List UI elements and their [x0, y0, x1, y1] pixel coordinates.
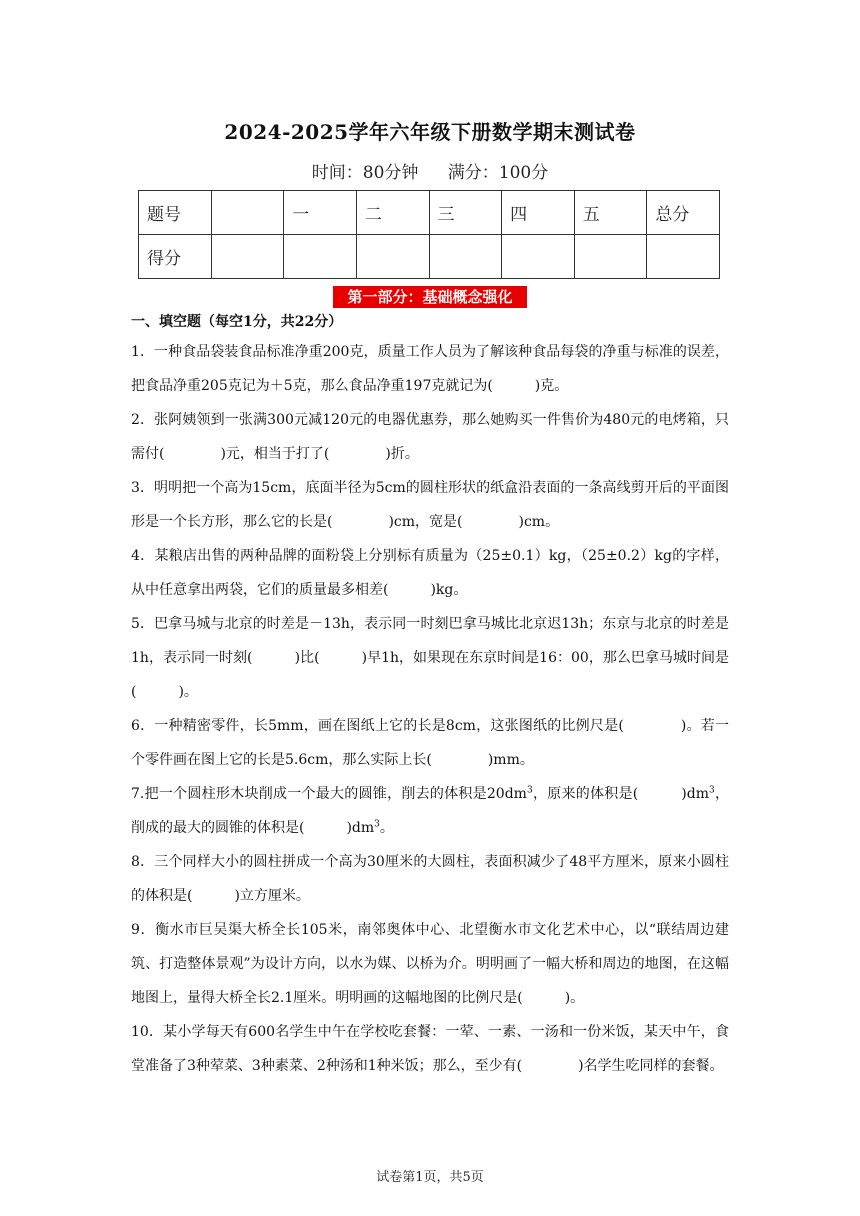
score-cell: 一	[284, 191, 357, 235]
question-5: 5．巴拿马城与北京的时差是－13h，表示同一时刻巴拿马城比北京迟13h；东京与北京的时差是1h，表示同一时刻( )比( )早1h，如果现在东京时间是16：00，那么巴拿马城时间是( )。	[131, 616, 729, 700]
score-cell: 总分	[647, 191, 720, 235]
score-cell: 四	[502, 191, 575, 235]
exam-title: 2024-2025学年六年级下册数学期末测试卷	[224, 120, 636, 144]
page-footer: 试卷第1页，共5页	[376, 1170, 484, 1185]
full-score: 满分：100分	[447, 163, 549, 183]
question-4: 4．某粮店出售的两种品牌的面粉袋上分别标有质量为（25±0.1）kg，（25±0.2）kg的字样，从中任意拿出两袋，它们的质量最多相差( )kg。	[131, 548, 729, 598]
cube-superscript: 3	[709, 785, 715, 796]
question-6: 6．一种精密零件，长5mm，画在图纸上它的长是8cm，这张图纸的比例尺是( )。若一个零件画在图上它的长是5.6cm，那么实际上长( )mm。	[131, 718, 729, 768]
score-cell: 三	[429, 191, 502, 235]
q7-part-d: 。	[379, 820, 394, 836]
question-list	[131, 335, 729, 1083]
score-cell: 五	[574, 191, 647, 235]
q7-part-b: ，原来的体积是( )dm	[532, 786, 709, 802]
score-cell	[211, 191, 284, 235]
section-heading: 一、填空题（每空1分，共22分）	[131, 314, 343, 330]
score-table-header-row	[139, 191, 720, 235]
score-cell	[284, 235, 357, 279]
score-cell	[356, 235, 429, 279]
question-9: 9．衡水市巨吴渠大桥全长105米，南邻奥体中心、北望衡水市文化艺术中心，以“联结周边建筑、打造整体景观”为设计方向，以水为媒、以桥为介。明明画了一幅大桥和周边的地图，在这幅地图上，量得大桥全长2.1厘米。明明画的这幅地图的比例尺是( )。	[131, 922, 729, 1006]
score-cell: 题号	[139, 191, 212, 235]
q7-part-a: 7.把一个圆柱形木块削成一个最大的圆锥，削去的体积是20dm	[131, 786, 527, 802]
score-cell	[574, 235, 647, 279]
score-cell	[211, 235, 284, 279]
question-7	[131, 777, 729, 845]
score-cell	[502, 235, 575, 279]
score-cell	[647, 235, 720, 279]
q7-part-c: ，削成的最大的圆锥的体积是( )dm	[131, 786, 729, 836]
score-table	[138, 190, 720, 279]
time-limit: 时间：80分钟	[311, 163, 419, 183]
score-table-score-row	[139, 235, 720, 279]
question-2: 2．张阿姨领到一张满300元减120元的电器优惠券，那么她购买一件售价为480元的电烤箱，只需付( )元，相当于打了( )折。	[131, 412, 729, 462]
score-cell: 二	[356, 191, 429, 235]
score-cell: 得分	[139, 235, 212, 279]
question-10: 10．某小学每天有600名学生中午在学校吃套餐：一荤、一素、一汤和一份米饭，某天中午，食堂准备了3种荤菜、3种素菜、2种汤和1种米饭；那么，至少有( )名学生吃同样的套餐。	[131, 1024, 729, 1074]
cube-superscript: 3	[526, 785, 533, 796]
score-cell	[429, 235, 502, 279]
question-8: 8．三个同样大小的圆柱拼成一个高为30厘米的大圆柱，表面积减少了48平方厘米，原来小圆柱的体积是( )立方厘米。	[131, 854, 729, 904]
part-banner: 第一部分：基础概念强化	[333, 286, 527, 308]
exam-subtitle	[0, 158, 860, 183]
cube-superscript: 3	[374, 819, 380, 830]
question-1: 1．一种食品袋装食品标准净重200克，质量工作人员为了解该种食品每袋的净重与标准的误差，把食品净重205克记为＋5克，那么食品净重197克就记为( )克。	[131, 344, 729, 394]
question-3: 3．明明把一个高为15cm，底面半径为5cm的圆柱形状的纸盒沿表面的一条高线剪开后的平面图形是一个长方形，那么它的长是( )cm，宽是( )cm。	[131, 480, 729, 530]
